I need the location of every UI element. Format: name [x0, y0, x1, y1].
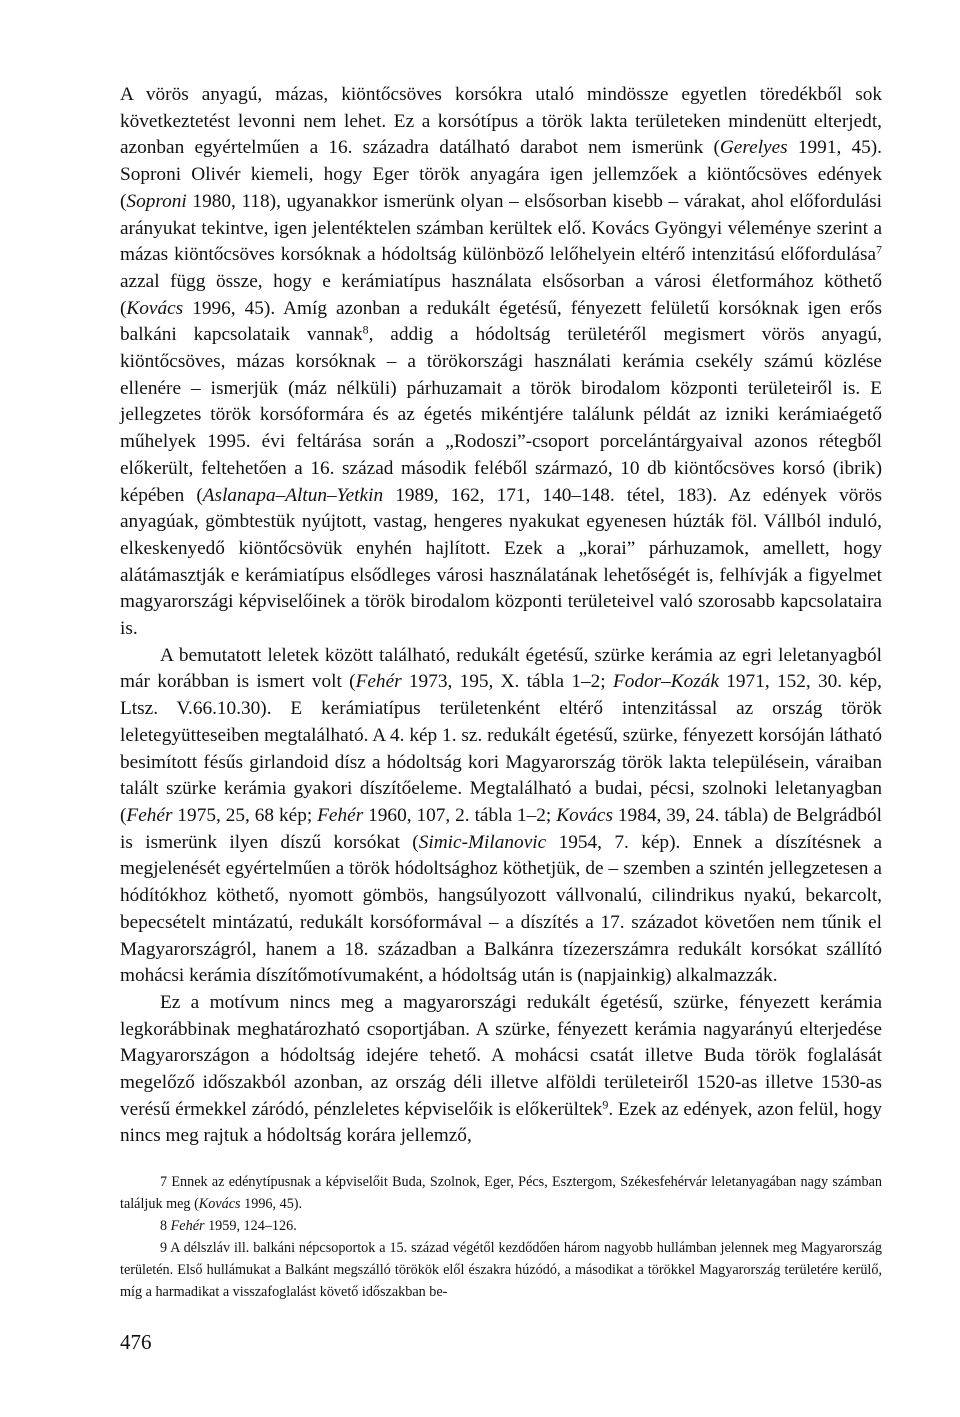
footnote: [120, 1237, 882, 1303]
body-text: [120, 82, 882, 1150]
author-citation: Soproni: [126, 190, 187, 212]
footnote: [120, 1171, 882, 1215]
text-run: 9 A délszláv ill. balkáni népcsoportok a 15. század végétől kezdődően három nagyobb hullámban jelennek meg Magyarország területén. Első hullámukat a Balkánt megszálló törökök elől északra húzódó, a másodikat a törökkel Magyarország területére kerülő, míg a harmadikat a visszafoglalást követő időszakban be-: [120, 1240, 882, 1300]
text-run: 1960, 107, 2. tábla 1–2;: [363, 804, 557, 826]
page: [120, 82, 882, 1150]
text-run: 1984, 39, 24. tábla) de Belgrádból is ismerünk ilyen díszű korsókat (: [120, 804, 882, 853]
text-run: , addig a hódoltság területéről megismert vörös anyagú, kiöntőcsöves, mázas korsóknak – a törökországi használati kerámia csekély számú közlése ellenére – ismerjük (máz nélküli) párhuzamait a török birodalom központi területeiről is. E jellegzetes török korsóformára és az égetés mikéntjére találunk példát az izniki kerámiaégető műhelyek 1995. évi feltárása során a „Rodoszi”-csoport porcelántárgyaival azonos rétegből előkerült, feltehetően a 16. század második feléből származó, 10 db kiöntőcsöves korsó (ibrik) képében (: [120, 324, 882, 506]
author-citation: Fehér: [317, 804, 364, 826]
paragraph: [120, 82, 882, 643]
author-citation: Fehér: [126, 804, 173, 826]
text-run: 1991, 45). Soproni Olivér kiemeli, hogy Eger török anyagára igen jellemzőek a kiöntőcsöves edények (: [120, 137, 883, 212]
paragraph: [120, 990, 882, 1150]
author-citation: Fehér: [355, 671, 402, 693]
footnote: [120, 1215, 882, 1237]
footnotes: [120, 1171, 882, 1303]
author-citation: Simic-Milanovic: [418, 831, 547, 853]
text-run: 1954, 7. kép). Ennek a díszítésnek a megjelenését egyértelműen a török hódoltsághoz köthetjük, de – szemben a szintén jellegzetesen a hódítókhoz köthető, nyomott gömbös, hangsúlyozott vállvonalú, cilindrikus nyakú, bekarcolt, bepecsételt mintázatú, redukált korsóformával – a díszítés a 17. századot követően nem tűnik el Magyarországról, hanem a 18. században a Balkánra tízezerszámra redukált korsókat szállító mohácsi kerámia díszítőmotívumaként, a hódoltság után is (napjainkig) alkalmazzák.: [120, 831, 882, 987]
author-citation: Kovács: [126, 297, 184, 319]
paragraph: [120, 643, 882, 990]
footnote-ref: 9: [602, 1097, 609, 1112]
text-run: A bemutatott leletek között található, redukált égetésű, szürke kerámia az egri leletanyagból már korábban is ismert volt (: [120, 644, 882, 693]
page-number: 476: [120, 1330, 152, 1354]
text-run: 1973, 195, X. tábla 1–2;: [401, 671, 613, 693]
author-citation: Fodor–Kozák: [612, 671, 719, 693]
text-run: 1959, 124–126.: [204, 1218, 297, 1234]
author-citation: Gerelyes: [719, 137, 788, 159]
text-run: 1996, 45).: [240, 1196, 303, 1212]
text-run: 1996, 45). Amíg azonban a redukált égetésű, fényezett felületű korsóknak igen erős balkáni kapcsolataik vannak: [120, 297, 882, 346]
text-run: azzal függ össze, hogy e kerámiatípus használata elsősorban a városi életformához köthető (: [120, 270, 882, 319]
text-run: 1975, 25, 68 kép;: [172, 804, 318, 826]
author-citation: Aslanapa–Altun–Yetkin: [202, 484, 384, 506]
footnote-ref: 7: [876, 242, 882, 257]
text-run: Ez a motívum nincs meg a magyarországi redukált égetésű, szürke, fényezett kerámia legkorábbinak meghatározható csoportjában. A szürke, fényezett kerámia nagyarányú elterjedése Magyarországon a hódoltság idejére tehető. A mohácsi csatát illetve Buda török foglalását megelőző időszakból azonban, az ország déli illetve alföldi területeiről 1520-as illetve 1530-as verésű érmekkel záródó, pénzleletes képviselőik is előkerültek: [120, 991, 882, 1120]
text-run: 1989, 162, 171, 140–148. tétel, 183). Az edények vörös anyagúak, gömbtestük nyújtott, vastag, hengeres nyakukat egyenesen húzták föl. Vállból induló, elkeskenyedő kiöntőcsövük enyhén hajlított. Ezek a „korai” párhuzamok, amellett, hogy alátámasztják e kerámiatípus elsődleges városi használatának lehetőségét is, felhívják a figyelmet magyarországi képviselőinek a török birodalom központi területeivel való szorosabb kapcsolataira is.: [120, 484, 882, 640]
author-citation: Kovács: [556, 804, 613, 826]
footnote-ref: 8: [362, 322, 369, 337]
author-citation: Kovács: [198, 1196, 241, 1212]
text-run: . Ezek az edények, azon felül, hogy nincs meg rajtuk a hódoltság korára jellemző,: [120, 1098, 882, 1147]
text-run: 7 Ennek az edénytípusnak a képviselőit Buda, Szolnok, Eger, Pécs, Esztergom, Székesfehérvár leletanyagában nagy számban találjuk meg (: [120, 1174, 882, 1212]
text-run: A vörös anyagú, mázas, kiöntőcsöves korsókra utaló mindössze egyetlen töredékből sok következtetést levonni nem lehet. Ez a korsótípus a török lakta területeken mindenütt elterjedt, azonban egyértelműen a 16. századra datálható darabot nem ismerünk (: [120, 84, 882, 159]
text-run: 8: [160, 1218, 171, 1234]
author-citation: Fehér: [170, 1218, 205, 1234]
text-run: 1971, 152, 30. kép, Ltsz. V.66.10.30). E kerámiatípus területenként eltérő intenzitással az ország török leletegyütteseiben megtalálható. A 4. kép 1. sz. redukált égetésű, szürke, fényezett korsóján látható besimított fésűs girlandoid dísz a hódoltság kori Magyarország török lakta településein, váraiban talált szürke kerámia gyakori díszítőeleme. Megtalálható a budai, pécsi, szolnoki leletanyagban (: [120, 671, 883, 826]
text-run: 1980, 118), ugyanakkor ismerünk olyan – elsősorban kisebb – várakat, ahol előfordulási arányukat tekintve, igen jelentéktelen számban kerültek elő. Kovács Gyöngyi véleménye szerint a mázas kiöntőcsöves korsóknak a hódoltság különböző lelőhelyein eltérő intenzitású előfordulása: [120, 190, 882, 266]
